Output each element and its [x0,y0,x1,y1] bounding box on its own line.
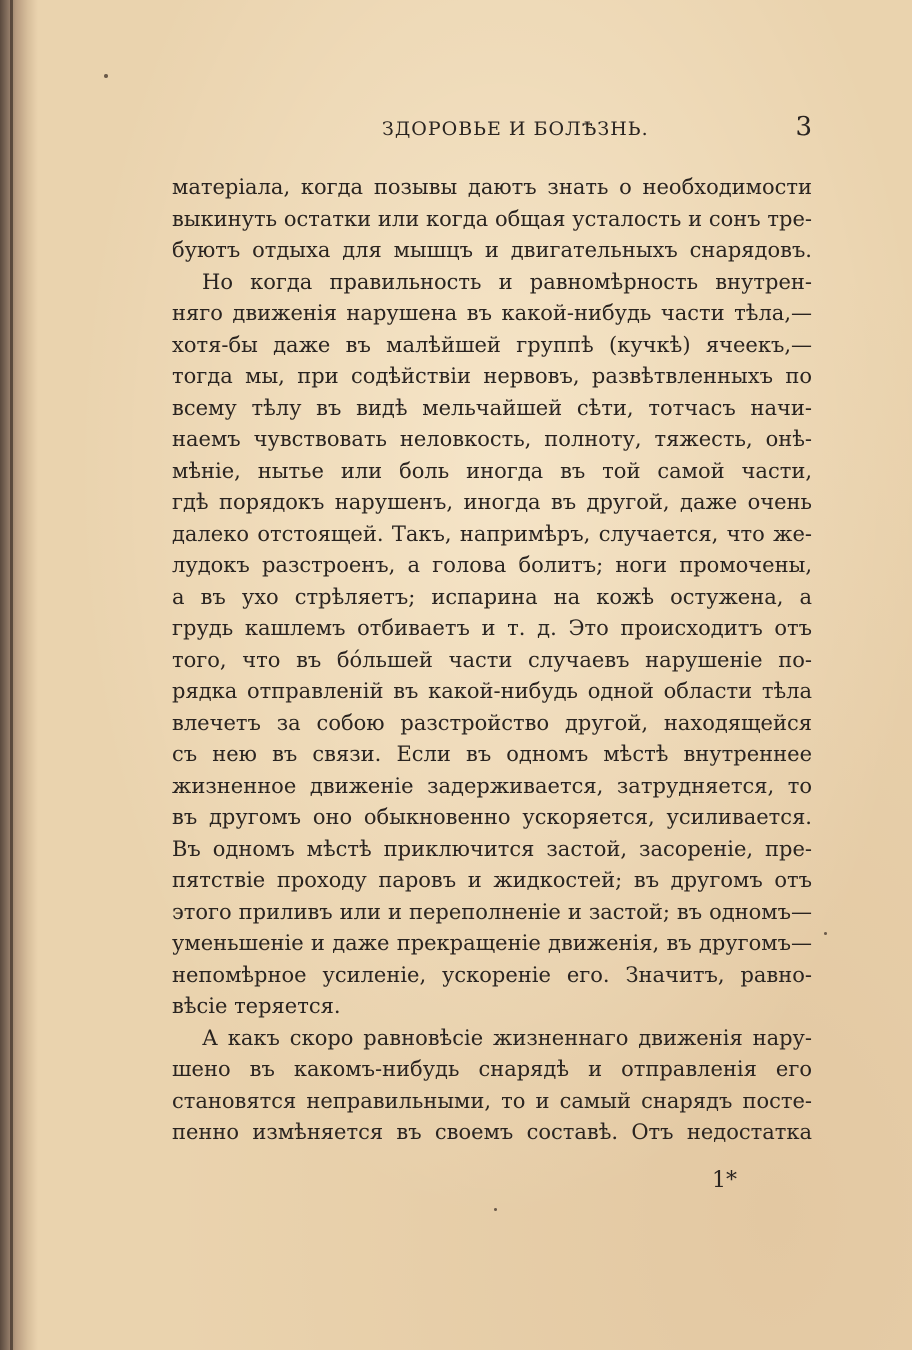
text-line: буютъ отдыха для мышцъ и двигательныхъ снарядовъ. [172,238,812,262]
text-line: уменьшеніе и даже прекращеніе движенія, въ другомъ— [172,931,812,955]
text-line: гдѣ порядокъ нарушенъ, иногда въ другой, даже очень [172,490,812,514]
text-line: становятся неправильными, то и самый снарядъ посте- [172,1088,812,1113]
text-line: непомѣрное усиленіе, ускореніе его. Значитъ, равно- [172,962,812,987]
page-header [172,112,812,142]
text-line: няго движенія нарушена въ какой-нибудь части тѣла,— [172,301,812,325]
text-line: въ другомъ оно обыкновенно ускоряется, усиливается. [172,805,812,829]
text-line: Въ одномъ мѣстѣ приключится застой, засореніе, пре- [172,836,812,861]
text-line: тогда мы, при содѣйствіи нервовъ, развѣтвленныхъ по [172,364,812,388]
text-line: грудь кашлемъ отбиваетъ и т. д. Это происходитъ отъ [172,616,812,640]
text-line: лудокъ разстроенъ, а голова болитъ; ноги промочены, [172,553,812,577]
body-text [172,172,812,1149]
text-line: а въ ухо стрѣляетъ; испарина на кожѣ остужена, а [172,584,812,609]
text-line: А какъ скоро равновѣсіе жизненнаго движенія нару- [202,1025,812,1050]
text-line: матеріала, когда позывы даютъ знать о необходимости [172,175,812,199]
text-line: влечетъ за собою разстройство другой, находящейся [172,710,812,735]
paper-speck [824,932,827,935]
text-line: пятствіе проходу паровъ и жидкостей; въ другомъ отъ [172,868,812,892]
text-line: того, что въ бо́льшей части случаевъ нарушеніе по- [172,647,812,672]
text-line: вѣсіе теряется. [172,994,341,1018]
text-line: всему тѣлу въ видѣ мельчайшей сѣти, тотчасъ начи- [172,395,812,420]
text-line: шено въ какомъ-нибудь снарядѣ и отправленія его [172,1057,812,1081]
paper-speck [104,74,108,78]
text-line: рядка отправленій въ какой-нибудь одной области тѣла [172,679,812,703]
paper-speck [494,1208,497,1211]
text-line: пенно измѣняется въ своемъ составѣ. Отъ недостатка [172,1120,812,1144]
text-line: далеко отстоящей. Такъ, напримѣръ, случается, что же- [172,521,812,546]
page-number: 3 [795,112,812,142]
text-line: выкинуть остатки или когда общая усталость и сонъ тре- [172,206,812,231]
page-binding-shadow [0,0,38,1350]
text-line: мѣніе, нытье или боль иногда въ той самой части, [172,458,812,483]
binding-edge [10,0,13,1350]
signature-mark: 1* [712,1168,737,1193]
text-line: съ нею въ связи. Если въ одномъ мѣстѣ внутреннее [172,742,812,766]
running-head: ЗДОРОВЬЕ И БОЛѢЗНЬ. [382,118,649,140]
text-line: наемъ чувствовать неловкость, полноту, тяжесть, онѣ- [172,427,812,451]
text-line: хотя-бы даже въ малѣйшей группѣ (кучкѣ) ячеекъ,— [172,332,812,357]
text-line: этого приливъ или и переполненіе и застой; въ одномъ— [172,899,812,924]
text-line: жизненное движеніе задерживается, затрудняется, то [172,773,812,798]
text-line: Но когда правильность и равномѣрность внутрен- [202,269,812,294]
